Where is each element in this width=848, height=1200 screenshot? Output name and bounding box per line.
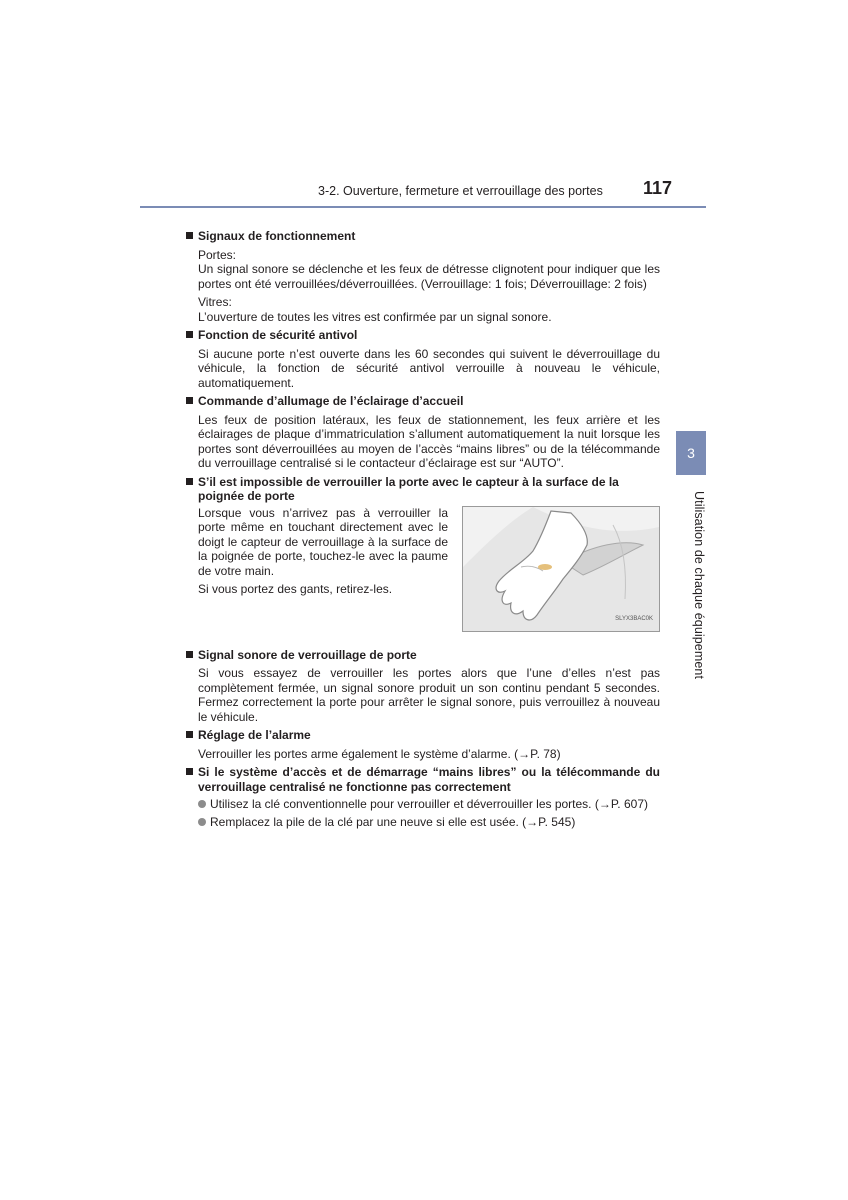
- section-text: Si aucune porte n’est ouverte dans les 60 secondes qui suivent le déverrouillage du véhicule, la fonction de sécurité antivol verrouille à nouveau le véhicule, automatiquement.: [198, 346, 660, 390]
- vitres-label: Vitres:: [198, 295, 232, 309]
- round-bullet-icon: [198, 818, 206, 826]
- list-item: [198, 815, 660, 830]
- header-title: 3-2. Ouverture, fermeture et verrouillage des portes: [318, 184, 603, 198]
- square-bullet-icon: [186, 768, 193, 775]
- section-antivol: [186, 328, 660, 390]
- chapter-label: Utilisation de chaque équipement: [692, 490, 706, 680]
- bullet-text: Utilisez la clé conventionnelle pour verrouiller et déverrouiller les portes. (→P. 607): [210, 797, 648, 811]
- square-bullet-icon: [186, 651, 193, 658]
- section-text-2: Si vous portez des gants, retirez-les.: [198, 582, 393, 596]
- bullet-text: Remplacez la pile de la clé par une neuve si elle est usée. (→P. 545): [210, 814, 576, 829]
- section-heading: Commande d’allumage de l’éclairage d’accueil: [198, 394, 464, 408]
- section-heading: Réglage de l’alarme: [198, 728, 311, 742]
- section-text: Lorsque vous n’arrivez pas à verrouiller la porte même en touchant directement avec le doigt le capteur de verrouillage à la surface de la poignée de porte, touchez-le avec la paume de votre main.: [198, 505, 448, 578]
- portes-text: Un signal sonore se déclenche et les feux de détresse clignotent pour indiquer que les portes ont été verrouillées/déverrouillées. (Verrouillage: 1 fois; Déverrouillage: 2 fois): [198, 262, 660, 291]
- round-bullet-icon: [198, 800, 206, 808]
- section-text: Les feux de position latéraux, les feux de stationnement, les feux arrière et les éclairages de plaque d’immatriculation s’allument automatiquement la nuit lorsque les portes sont déverrouillées au moyen de l’accès “mains libres” ou de la télécommande du verrouillage centralisé si le contacteur d’éclairage est sur “AUTO”.: [198, 412, 660, 470]
- list-item: [198, 797, 660, 812]
- square-bullet-icon: [186, 397, 193, 404]
- square-bullet-icon: [186, 478, 193, 485]
- section-panne: [186, 765, 660, 829]
- vitres-text: L’ouverture de toutes les vitres est confirmée par un signal sonore.: [198, 309, 552, 324]
- page-number: 117: [643, 178, 673, 198]
- hand-on-door-handle-illustration: [462, 506, 660, 632]
- square-bullet-icon: [186, 232, 193, 239]
- section-heading: Fonction de sécurité antivol: [198, 328, 358, 342]
- square-bullet-icon: [186, 331, 193, 338]
- section-heading: S’il est impossible de verrouiller la porte avec le capteur à la surface de la poignée de porte: [198, 474, 619, 503]
- section-text: Si vous essayez de verrouiller les portes alors que l’une d’elles n’est pas complètement fermée, un signal sonore produit un son continu pendant 5 secondes. Fermez correctement la porte pour arrêter le signal sonore, puis verrouillez à nouveau le véhicule.: [198, 666, 660, 724]
- square-bullet-icon: [186, 731, 193, 738]
- section-heading: Signaux de fonctionnement: [198, 229, 356, 243]
- section-signaux: [186, 229, 660, 324]
- section-signal-sonore: [186, 648, 660, 725]
- figure-code: SLYX3BAC0K: [615, 616, 653, 622]
- section-text: Verrouiller les portes arme également le système d’alarme. (→P. 78): [198, 746, 561, 761]
- section-heading: Signal sonore de verrouillage de porte: [198, 647, 417, 662]
- section-eclairage: [186, 394, 660, 471]
- page-content: [186, 229, 660, 833]
- section-heading: Si le système d’accès et de démarrage “mains libres” ou la télécommande du verrouillage centralisé ne fonctionne pas correctement: [198, 765, 660, 794]
- header-rule: [140, 206, 706, 208]
- chapter-tab[interactable]: 3: [676, 431, 706, 475]
- section-alarme: [186, 728, 660, 761]
- portes-label: Portes:: [198, 247, 237, 262]
- section-capteur: [186, 475, 660, 632]
